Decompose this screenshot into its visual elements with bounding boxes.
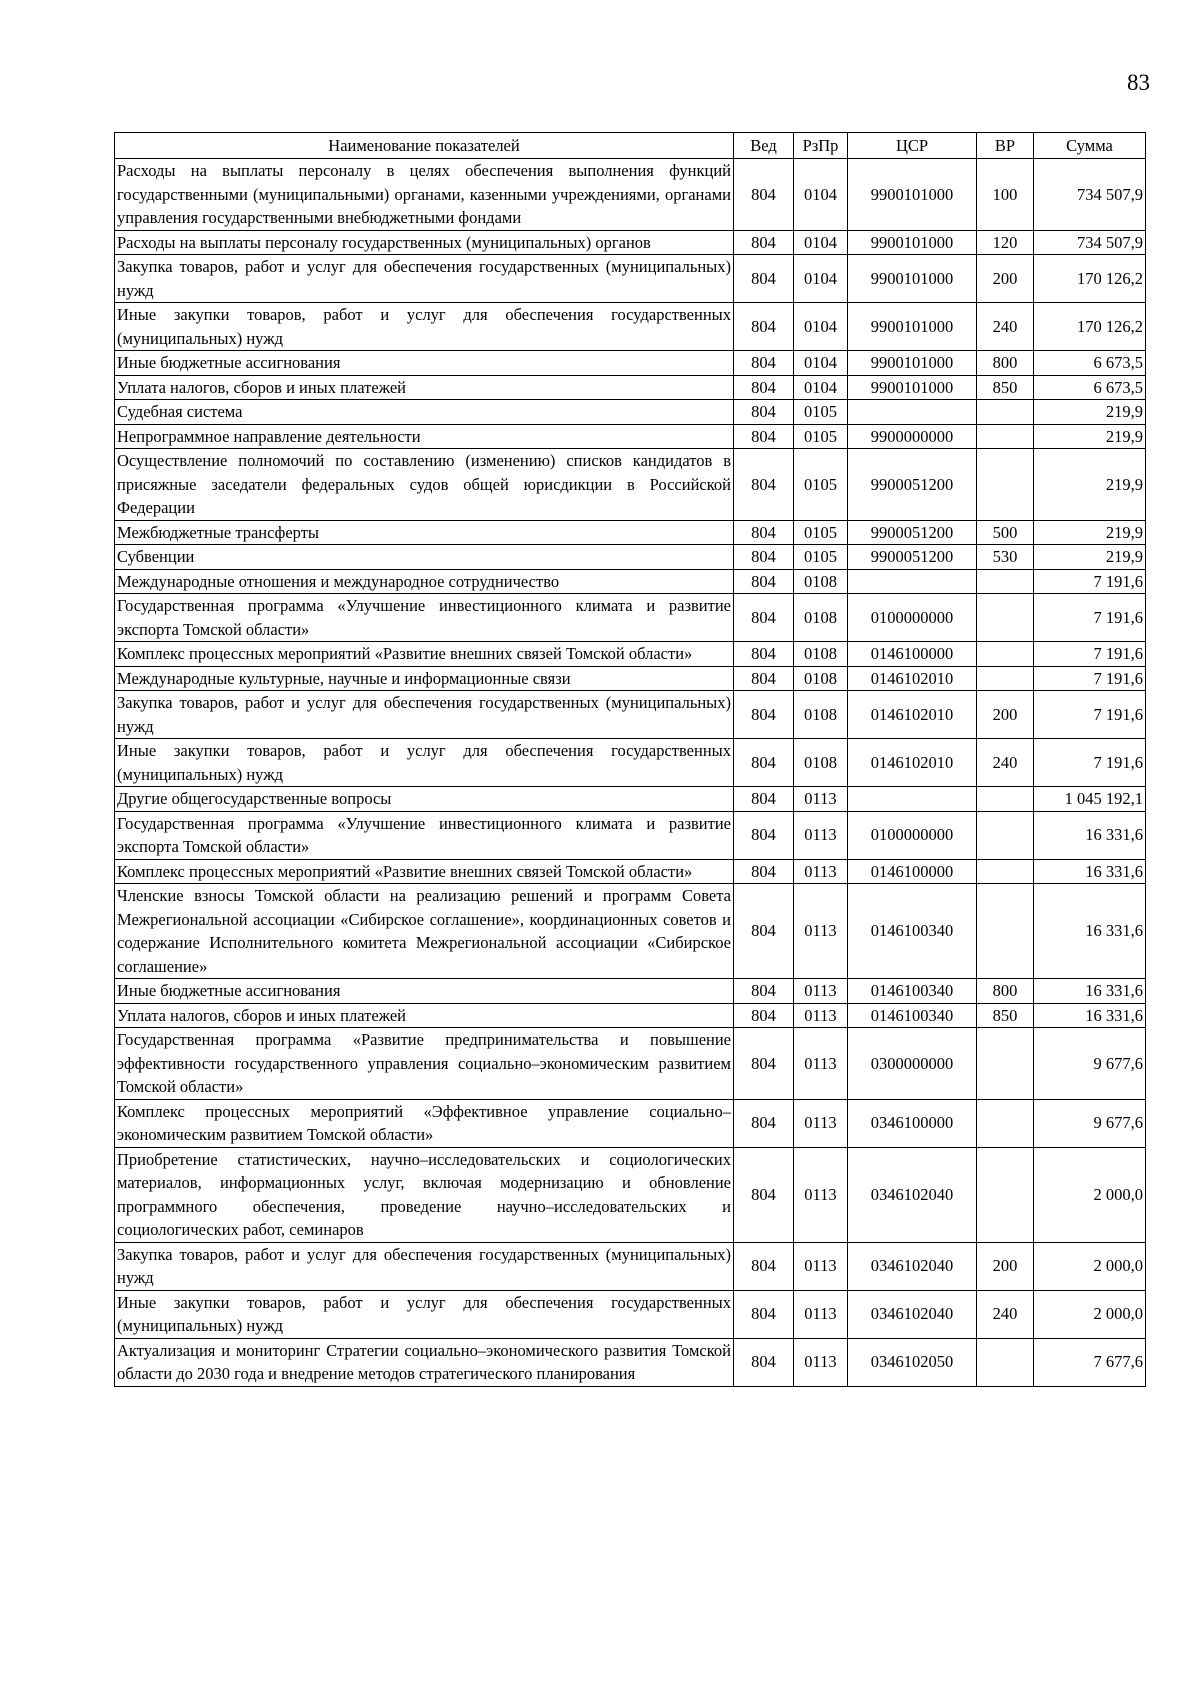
table-row xyxy=(115,230,1146,255)
budget-table xyxy=(114,132,1146,1387)
row-sum: 219,9 xyxy=(1034,424,1146,449)
table-row xyxy=(115,1338,1146,1386)
table-row xyxy=(115,594,1146,642)
row-rzpr: 0113 xyxy=(794,1147,848,1242)
row-name: Межбюджетные трансферты xyxy=(115,520,734,545)
row-sum: 16 331,6 xyxy=(1034,884,1146,979)
row-name: Комплекс процессных мероприятий «Развитие внешних связей Томской области» xyxy=(115,642,734,667)
table-row xyxy=(115,545,1146,570)
row-vr: 120 xyxy=(977,230,1034,255)
row-name: Комплекс процессных мероприятий «Эффективное управление социально–экономическим развитием Томской области» xyxy=(115,1099,734,1147)
row-sum: 2 000,0 xyxy=(1034,1290,1146,1338)
row-csr: 0346102040 xyxy=(848,1147,977,1242)
row-name: Непрограммное направление деятельности xyxy=(115,424,734,449)
row-vr xyxy=(977,642,1034,667)
row-sum: 219,9 xyxy=(1034,545,1146,570)
row-csr: 9900101000 xyxy=(848,159,977,231)
row-name: Актуализация и мониторинг Стратегии социально–экономического развития Томской области до 2030 года и внедрение методов стратегического планирования xyxy=(115,1338,734,1386)
row-name: Иные закупки товаров, работ и услуг для обеспечения государственных (муниципальных) нужд xyxy=(115,1290,734,1338)
row-sum: 16 331,6 xyxy=(1034,859,1146,884)
row-sum: 734 507,9 xyxy=(1034,230,1146,255)
row-name: Государственная программа «Развитие предпринимательства и повышение эффективности государственного управления социально–экономическим развитием Томской области» xyxy=(115,1028,734,1100)
row-rzpr: 0108 xyxy=(794,666,848,691)
row-sum: 16 331,6 xyxy=(1034,979,1146,1004)
header-sum: Сумма xyxy=(1034,133,1146,159)
row-name: Осуществление полномочий по составлению (изменению) списков кандидатов в присяжные заседатели федеральных судов общей юрисдикции в Российской Федерации xyxy=(115,449,734,521)
table-row xyxy=(115,449,1146,521)
row-ved: 804 xyxy=(734,545,794,570)
row-vr: 800 xyxy=(977,979,1034,1004)
row-vr xyxy=(977,787,1034,812)
row-name: Уплата налогов, сборов и иных платежей xyxy=(115,1003,734,1028)
row-csr xyxy=(848,400,977,425)
row-vr: 200 xyxy=(977,1242,1034,1290)
table-row xyxy=(115,303,1146,351)
row-name: Приобретение статистических, научно–исследовательских и социологических материалов, информационных услуг, включая модернизацию и обновление программного обеспечения, проведение научно–исследовательских и социологических работ, семинаров xyxy=(115,1147,734,1242)
table-row xyxy=(115,1003,1146,1028)
row-rzpr: 0113 xyxy=(794,859,848,884)
table-row xyxy=(115,1028,1146,1100)
table-header-row xyxy=(115,133,1146,159)
row-name: Расходы на выплаты персоналу в целях обеспечения выполнения функций государственными (муниципальными) органами, казенными учреждениями, органами управления государственными внебюджетными фондами xyxy=(115,159,734,231)
table-row xyxy=(115,255,1146,303)
row-csr: 0100000000 xyxy=(848,811,977,859)
row-ved: 804 xyxy=(734,1290,794,1338)
row-name: Комплекс процессных мероприятий «Развитие внешних связей Томской области» xyxy=(115,859,734,884)
row-ved: 804 xyxy=(734,351,794,376)
table-row xyxy=(115,424,1146,449)
row-name: Государственная программа «Улучшение инвестиционного климата и развитие экспорта Томской области» xyxy=(115,811,734,859)
row-rzpr: 0108 xyxy=(794,691,848,739)
table-row xyxy=(115,375,1146,400)
row-rzpr: 0113 xyxy=(794,1290,848,1338)
row-vr: 200 xyxy=(977,255,1034,303)
row-sum: 6 673,5 xyxy=(1034,375,1146,400)
row-rzpr: 0113 xyxy=(794,1003,848,1028)
row-sum: 219,9 xyxy=(1034,520,1146,545)
row-ved: 804 xyxy=(734,642,794,667)
table-row xyxy=(115,569,1146,594)
row-sum: 1 045 192,1 xyxy=(1034,787,1146,812)
row-sum: 7 191,6 xyxy=(1034,642,1146,667)
row-vr xyxy=(977,1338,1034,1386)
row-name: Государственная программа «Улучшение инвестиционного климата и развитие экспорта Томской области» xyxy=(115,594,734,642)
row-ved: 804 xyxy=(734,811,794,859)
row-csr: 9900101000 xyxy=(848,230,977,255)
row-name: Закупка товаров, работ и услуг для обеспечения государственных (муниципальных) нужд xyxy=(115,1242,734,1290)
row-csr: 0146102010 xyxy=(848,666,977,691)
row-name: Иные бюджетные ассигнования xyxy=(115,979,734,1004)
row-vr xyxy=(977,1147,1034,1242)
row-csr: 0146102010 xyxy=(848,739,977,787)
header-csr: ЦСР xyxy=(848,133,977,159)
row-rzpr: 0105 xyxy=(794,449,848,521)
row-sum: 16 331,6 xyxy=(1034,1003,1146,1028)
row-rzpr: 0105 xyxy=(794,424,848,449)
row-ved: 804 xyxy=(734,594,794,642)
row-rzpr: 0105 xyxy=(794,400,848,425)
row-csr xyxy=(848,787,977,812)
row-sum: 2 000,0 xyxy=(1034,1147,1146,1242)
row-ved: 804 xyxy=(734,400,794,425)
row-vr xyxy=(977,1028,1034,1100)
row-sum: 7 191,6 xyxy=(1034,666,1146,691)
row-csr: 0146100000 xyxy=(848,859,977,884)
row-ved: 804 xyxy=(734,979,794,1004)
row-ved: 804 xyxy=(734,569,794,594)
table-row xyxy=(115,520,1146,545)
row-ved: 804 xyxy=(734,159,794,231)
row-csr: 0346102050 xyxy=(848,1338,977,1386)
row-rzpr: 0104 xyxy=(794,351,848,376)
table-row xyxy=(115,666,1146,691)
row-rzpr: 0113 xyxy=(794,1338,848,1386)
row-csr: 0346100000 xyxy=(848,1099,977,1147)
row-rzpr: 0108 xyxy=(794,594,848,642)
table-row xyxy=(115,1290,1146,1338)
row-sum: 7 191,6 xyxy=(1034,739,1146,787)
row-ved: 804 xyxy=(734,255,794,303)
table-row xyxy=(115,1147,1146,1242)
row-csr: 9900051200 xyxy=(848,545,977,570)
row-csr xyxy=(848,569,977,594)
row-ved: 804 xyxy=(734,230,794,255)
row-csr: 0146100340 xyxy=(848,884,977,979)
row-vr xyxy=(977,594,1034,642)
row-sum: 9 677,6 xyxy=(1034,1099,1146,1147)
row-vr: 240 xyxy=(977,1290,1034,1338)
row-sum: 9 677,6 xyxy=(1034,1028,1146,1100)
row-ved: 804 xyxy=(734,1099,794,1147)
row-vr: 200 xyxy=(977,691,1034,739)
row-ved: 804 xyxy=(734,1028,794,1100)
row-sum: 734 507,9 xyxy=(1034,159,1146,231)
row-rzpr: 0104 xyxy=(794,159,848,231)
row-vr xyxy=(977,811,1034,859)
row-vr: 500 xyxy=(977,520,1034,545)
header-ved: Вед xyxy=(734,133,794,159)
row-vr: 530 xyxy=(977,545,1034,570)
row-csr: 9900101000 xyxy=(848,375,977,400)
row-sum: 7 191,6 xyxy=(1034,569,1146,594)
header-name: Наименование показателей xyxy=(115,133,734,159)
row-name: Иные бюджетные ассигнования xyxy=(115,351,734,376)
row-ved: 804 xyxy=(734,691,794,739)
row-ved: 804 xyxy=(734,1338,794,1386)
row-name: Закупка товаров, работ и услуг для обеспечения государственных (муниципальных) нужд xyxy=(115,255,734,303)
table-row xyxy=(115,859,1146,884)
row-sum: 7 191,6 xyxy=(1034,691,1146,739)
row-csr: 0146100340 xyxy=(848,979,977,1004)
row-csr: 0346102040 xyxy=(848,1242,977,1290)
row-sum: 6 673,5 xyxy=(1034,351,1146,376)
row-ved: 804 xyxy=(734,884,794,979)
row-name: Международные отношения и международное сотрудничество xyxy=(115,569,734,594)
row-name: Другие общегосударственные вопросы xyxy=(115,787,734,812)
row-rzpr: 0105 xyxy=(794,545,848,570)
row-rzpr: 0113 xyxy=(794,811,848,859)
table-row xyxy=(115,787,1146,812)
row-vr xyxy=(977,400,1034,425)
row-vr xyxy=(977,859,1034,884)
row-rzpr: 0104 xyxy=(794,375,848,400)
row-rzpr: 0108 xyxy=(794,739,848,787)
row-name: Судебная система xyxy=(115,400,734,425)
row-ved: 804 xyxy=(734,375,794,400)
row-vr: 850 xyxy=(977,1003,1034,1028)
row-ved: 804 xyxy=(734,1242,794,1290)
row-csr: 9900000000 xyxy=(848,424,977,449)
row-rzpr: 0104 xyxy=(794,255,848,303)
row-csr: 9900051200 xyxy=(848,520,977,545)
table-row xyxy=(115,884,1146,979)
row-name: Уплата налогов, сборов и иных платежей xyxy=(115,375,734,400)
table-row xyxy=(115,811,1146,859)
row-vr xyxy=(977,424,1034,449)
row-rzpr: 0113 xyxy=(794,1099,848,1147)
row-vr xyxy=(977,1099,1034,1147)
row-name: Субвенции xyxy=(115,545,734,570)
row-name: Закупка товаров, работ и услуг для обеспечения государственных (муниципальных) нужд xyxy=(115,691,734,739)
row-rzpr: 0113 xyxy=(794,787,848,812)
row-csr: 9900051200 xyxy=(848,449,977,521)
row-ved: 804 xyxy=(734,739,794,787)
row-vr xyxy=(977,884,1034,979)
row-rzpr: 0113 xyxy=(794,884,848,979)
row-rzpr: 0113 xyxy=(794,1028,848,1100)
row-rzpr: 0108 xyxy=(794,642,848,667)
row-rzpr: 0104 xyxy=(794,303,848,351)
row-sum: 7 191,6 xyxy=(1034,594,1146,642)
row-rzpr: 0108 xyxy=(794,569,848,594)
row-ved: 804 xyxy=(734,520,794,545)
row-sum: 170 126,2 xyxy=(1034,255,1146,303)
row-csr: 0300000000 xyxy=(848,1028,977,1100)
table-row xyxy=(115,691,1146,739)
row-vr xyxy=(977,449,1034,521)
table-row xyxy=(115,351,1146,376)
table-row xyxy=(115,400,1146,425)
header-rzpr: РзПр xyxy=(794,133,848,159)
row-vr: 800 xyxy=(977,351,1034,376)
table-row xyxy=(115,739,1146,787)
table-row xyxy=(115,979,1146,1004)
row-sum: 7 677,6 xyxy=(1034,1338,1146,1386)
table-row xyxy=(115,1242,1146,1290)
row-vr xyxy=(977,569,1034,594)
row-sum: 170 126,2 xyxy=(1034,303,1146,351)
row-name: Международные культурные, научные и информационные связи xyxy=(115,666,734,691)
row-csr: 9900101000 xyxy=(848,351,977,376)
row-csr: 9900101000 xyxy=(848,255,977,303)
row-rzpr: 0113 xyxy=(794,979,848,1004)
row-vr: 850 xyxy=(977,375,1034,400)
row-name: Иные закупки товаров, работ и услуг для обеспечения государственных (муниципальных) нужд xyxy=(115,303,734,351)
row-vr: 100 xyxy=(977,159,1034,231)
row-ved: 804 xyxy=(734,1003,794,1028)
row-csr: 0146100000 xyxy=(848,642,977,667)
row-ved: 804 xyxy=(734,303,794,351)
row-rzpr: 0104 xyxy=(794,230,848,255)
table-row xyxy=(115,159,1146,231)
row-csr: 9900101000 xyxy=(848,303,977,351)
row-sum: 219,9 xyxy=(1034,400,1146,425)
row-csr: 0146102010 xyxy=(848,691,977,739)
row-ved: 804 xyxy=(734,859,794,884)
table-row xyxy=(115,1099,1146,1147)
row-csr: 0346102040 xyxy=(848,1290,977,1338)
row-sum: 219,9 xyxy=(1034,449,1146,521)
row-ved: 804 xyxy=(734,666,794,691)
row-ved: 804 xyxy=(734,787,794,812)
row-vr: 240 xyxy=(977,739,1034,787)
row-ved: 804 xyxy=(734,1147,794,1242)
row-sum: 2 000,0 xyxy=(1034,1242,1146,1290)
row-ved: 804 xyxy=(734,449,794,521)
table-row xyxy=(115,642,1146,667)
row-csr: 0146100340 xyxy=(848,1003,977,1028)
page-number: 83 xyxy=(1127,70,1150,95)
row-name: Иные закупки товаров, работ и услуг для обеспечения государственных (муниципальных) нужд xyxy=(115,739,734,787)
row-name: Расходы на выплаты персоналу государственных (муниципальных) органов xyxy=(115,230,734,255)
row-vr xyxy=(977,666,1034,691)
row-sum: 16 331,6 xyxy=(1034,811,1146,859)
row-name: Членские взносы Томской области на реализацию решений и программ Совета Межрегиональной ассоциации «Сибирское соглашение», координационных советов и содержание Исполнительного комитета Межрегиональной ассоциации «Сибирское соглашение» xyxy=(115,884,734,979)
header-vr: ВР xyxy=(977,133,1034,159)
row-rzpr: 0105 xyxy=(794,520,848,545)
row-csr: 0100000000 xyxy=(848,594,977,642)
row-vr: 240 xyxy=(977,303,1034,351)
row-rzpr: 0113 xyxy=(794,1242,848,1290)
row-ved: 804 xyxy=(734,424,794,449)
